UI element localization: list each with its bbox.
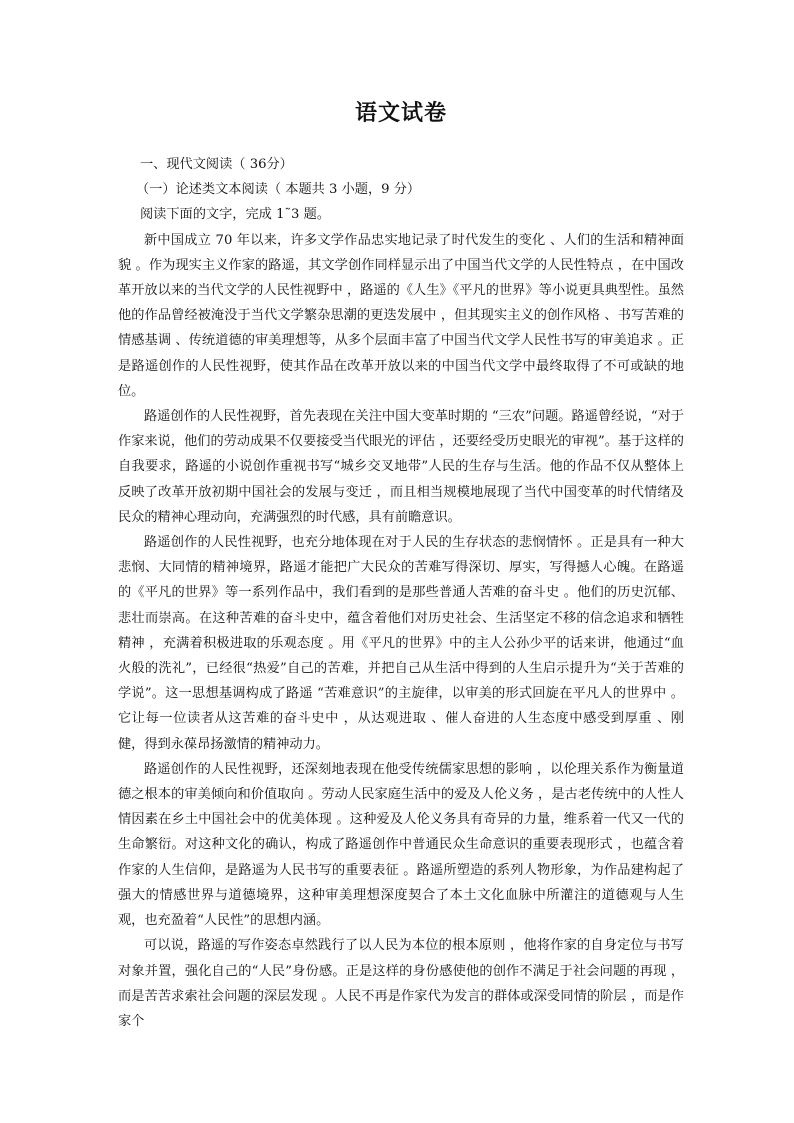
article-paragraph-2: 路遥创作的人民性视野，首先表现在关注中国大变革时期的 “三农”问题。路遥曾经说，“对于作家来说，他们的劳动成果不仅要接受当代眼光的评估 ，还要经受历史眼光的审视”。基于这样的自我要求，路遥的小说创作重视书写“城乡交叉地带”人民的生存与生活。他的作品不仅从整体上反映了改革开放初期中国社会的发展与变迁 ，而且相当规模地展现了当代中国变革的时代情绪及民众的精神心理动向，充满强烈的时代感，具有前瞻意识。 [118,409,684,525]
exam-title: 语文试卷 [354,100,447,126]
subsection-heading: （一）论述类文本阅读（ 本题共 3 小题，9 分） [136,182,421,198]
exam-page [118,96,684,1034]
section-heading: 一、现代文阅读（ 36分） [140,157,293,172]
article-paragraph-1: 新中国成立 70 年以来，许多文学作品忠实地记录了时代发生的变化 、人们的生活和精神面貌 。作为现实主义作家的路遥，其文学创作同样显示出了中国当代文学的人民性特点 ，在中国改革开放以来的当代文学的人民性视野中 ，路遥的《人生》《平凡的世界》等小说更具典型性。虽然他的作品曾经被淹没于当代文学繁杂思潮的更迭发展中 ，但其现实主义的创作风格 、书写苦难的情感基调 、传统道德的审美理想等，从多个层面丰富了中国当代文学人民性书写的审美追求 。正是路遥创作的人民性视野，使其作品在改革开放以来的中国当代文学中最终取得了不可或缺的地位。 [118,232,684,399]
article-paragraph-3: 路遥创作的人民性视野，也充分地体现在对于人民的生存状态的悲悯情怀 。正是具有一种大悲悯、大同情的精神境界，路遥才能把广大民众的苦难写得深切、厚实，写得撼人心魄。在路遥的《平凡的世界》等一系列作品中，我们看到的是那些普通人苦难的奋斗史 。他们的历史沉郁、悲壮而崇高。在这种苦难的奋斗史中，蕴含着他们对历史社会、生活坚定不移的信念追求和牺牲精神 ，充满着积极进取的乐观态度 。用《平凡的世界》中的主人公孙少平的话来讲，他通过“血火般的洗礼”，已经很“热爱”自己的苦难，并把自己从生活中得到的人生启示提升为“关于苦难的学说”。这一思想基调构成了路遥 “苦难意识”的主旋律，以审美的形式回旋在平凡人的世界中 。它让每一位读者从这苦难的奋斗史中 ，从达观进取 、催人奋进的人生态度中感受到厚重 、刚健，得到永葆昂扬激情的精神动力。 [118,535,684,752]
article-paragraph-4: 路遥创作的人民性视野，还深刻地表现在他受传统儒家思想的影响 ，以伦理关系作为衡量道德之根本的审美倾向和价值取向 。劳动人民家庭生活中的爱及人伦义务 ，是古老传统中的人性人情因素在乡土中国社会中的优美体现 。这种爱及人伦义务具有奇异的力量，维系着一代又一代的生命繁衍。对这种文化的确认，构成了路遥创作中普通民众生命意识的重要表现形式 ，也蕴含着作家的人生信仰，是路遥为人民书写的重要表征 。路遥所塑造的系列人物形象，为作品建构起了强大的情感世界与道德境界，这种审美理想深度契合了本土文化血脉中所灌注的道德观与人生观，也充盈着“人民性”的思想内涵。 [118,761,684,929]
reading-instruction: 阅读下面的文字，完成 1˜3 题。 [140,207,331,223]
article-paragraph-5: 可以说，路遥的写作姿态卓然践行了以人民为本位的根本原则 ，他将作家的自身定位与书写对象并置，强化自己的“人民”身份感。正是这样的身份感使他的创作不满足于社会问题的再现 ，而是苦苦求索社会问题的深层发现 。人民不再是作家代为发言的群体或深受同情的阶层 ，而是作家个 [118,938,684,1029]
